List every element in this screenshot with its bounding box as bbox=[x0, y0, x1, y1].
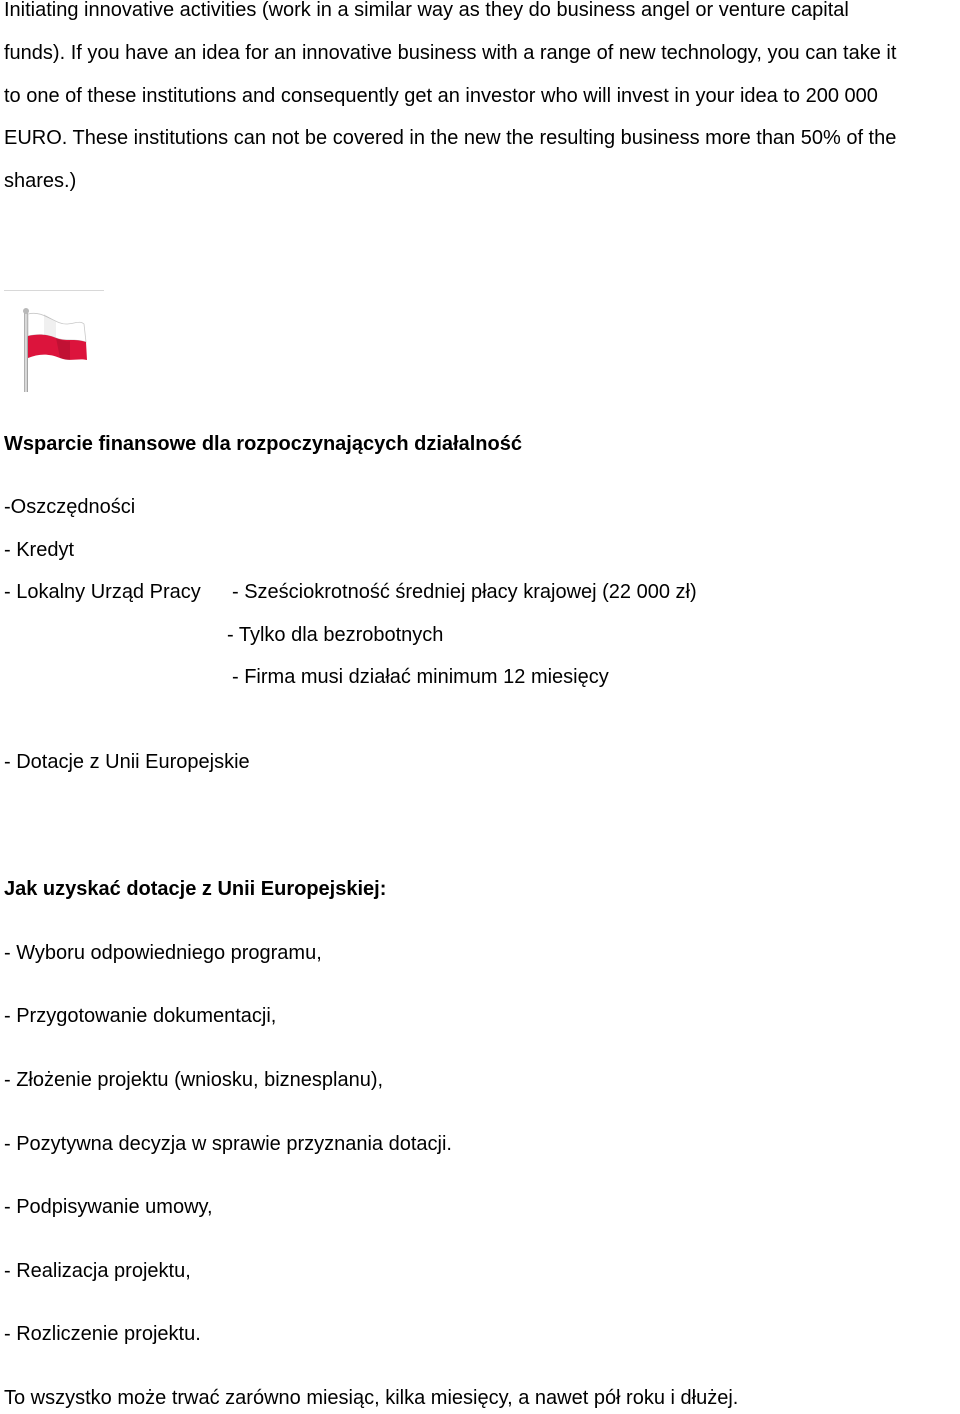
poland-flag-image bbox=[4, 290, 104, 394]
list-item: - Realizacja projektu, bbox=[4, 1260, 191, 1282]
list-item: - Podpisywanie umowy, bbox=[4, 1196, 213, 1218]
intro-line-3: to one of these institutions and consequently get an investor who will invest in your idea to 200 000 bbox=[4, 85, 878, 107]
list-item: - Kredyt bbox=[4, 539, 75, 561]
poland-flag-icon bbox=[4, 290, 104, 394]
intro-line-2: funds). If you have an idea for an innovative business with a range of new technology, you can take it bbox=[4, 42, 897, 64]
intro-line-5: shares.) bbox=[4, 170, 77, 192]
image-border bbox=[4, 290, 104, 291]
list-item: -Oszczędności bbox=[4, 496, 136, 518]
sub-list-item: - Tylko dla bezrobotnych bbox=[227, 624, 444, 646]
list-item: - Lokalny Urząd Pracy bbox=[4, 581, 201, 603]
list-item: - Wyboru odpowiedniego programu, bbox=[4, 942, 322, 964]
sub-list-item: - Firma musi działać minimum 12 miesięcy bbox=[232, 666, 609, 688]
list-item: - Rozliczenie projektu. bbox=[4, 1323, 201, 1345]
section-heading-financial-support: Wsparcie finansowe dla rozpoczynających działalność bbox=[4, 433, 522, 455]
intro-line-1: Initiating innovative activities (work in a similar way as they do business angel or venture capital bbox=[4, 0, 849, 21]
sub-list-item: - Sześciokrotność średniej płacy krajowej (22 000 zł) bbox=[232, 581, 697, 603]
section-heading-eu-grants: Jak uzyskać dotacje z Unii Europejskiej: bbox=[4, 878, 387, 900]
closing-text: To wszystko może trwać zarówno miesiąc, kilka miesięcy, a nawet pół roku i dłużej. bbox=[4, 1387, 739, 1409]
list-item: - Przygotowanie dokumentacji, bbox=[4, 1005, 277, 1027]
list-item: - Pozytywna decyzja w sprawie przyznania dotacji. bbox=[4, 1133, 452, 1155]
list-item: - Dotacje z Unii Europejskie bbox=[4, 751, 250, 773]
intro-line-4: EURO. These institutions can not be covered in the new the resulting business more than 50% of the bbox=[4, 127, 897, 149]
list-item: - Złożenie projektu (wniosku, biznesplanu), bbox=[4, 1069, 384, 1091]
